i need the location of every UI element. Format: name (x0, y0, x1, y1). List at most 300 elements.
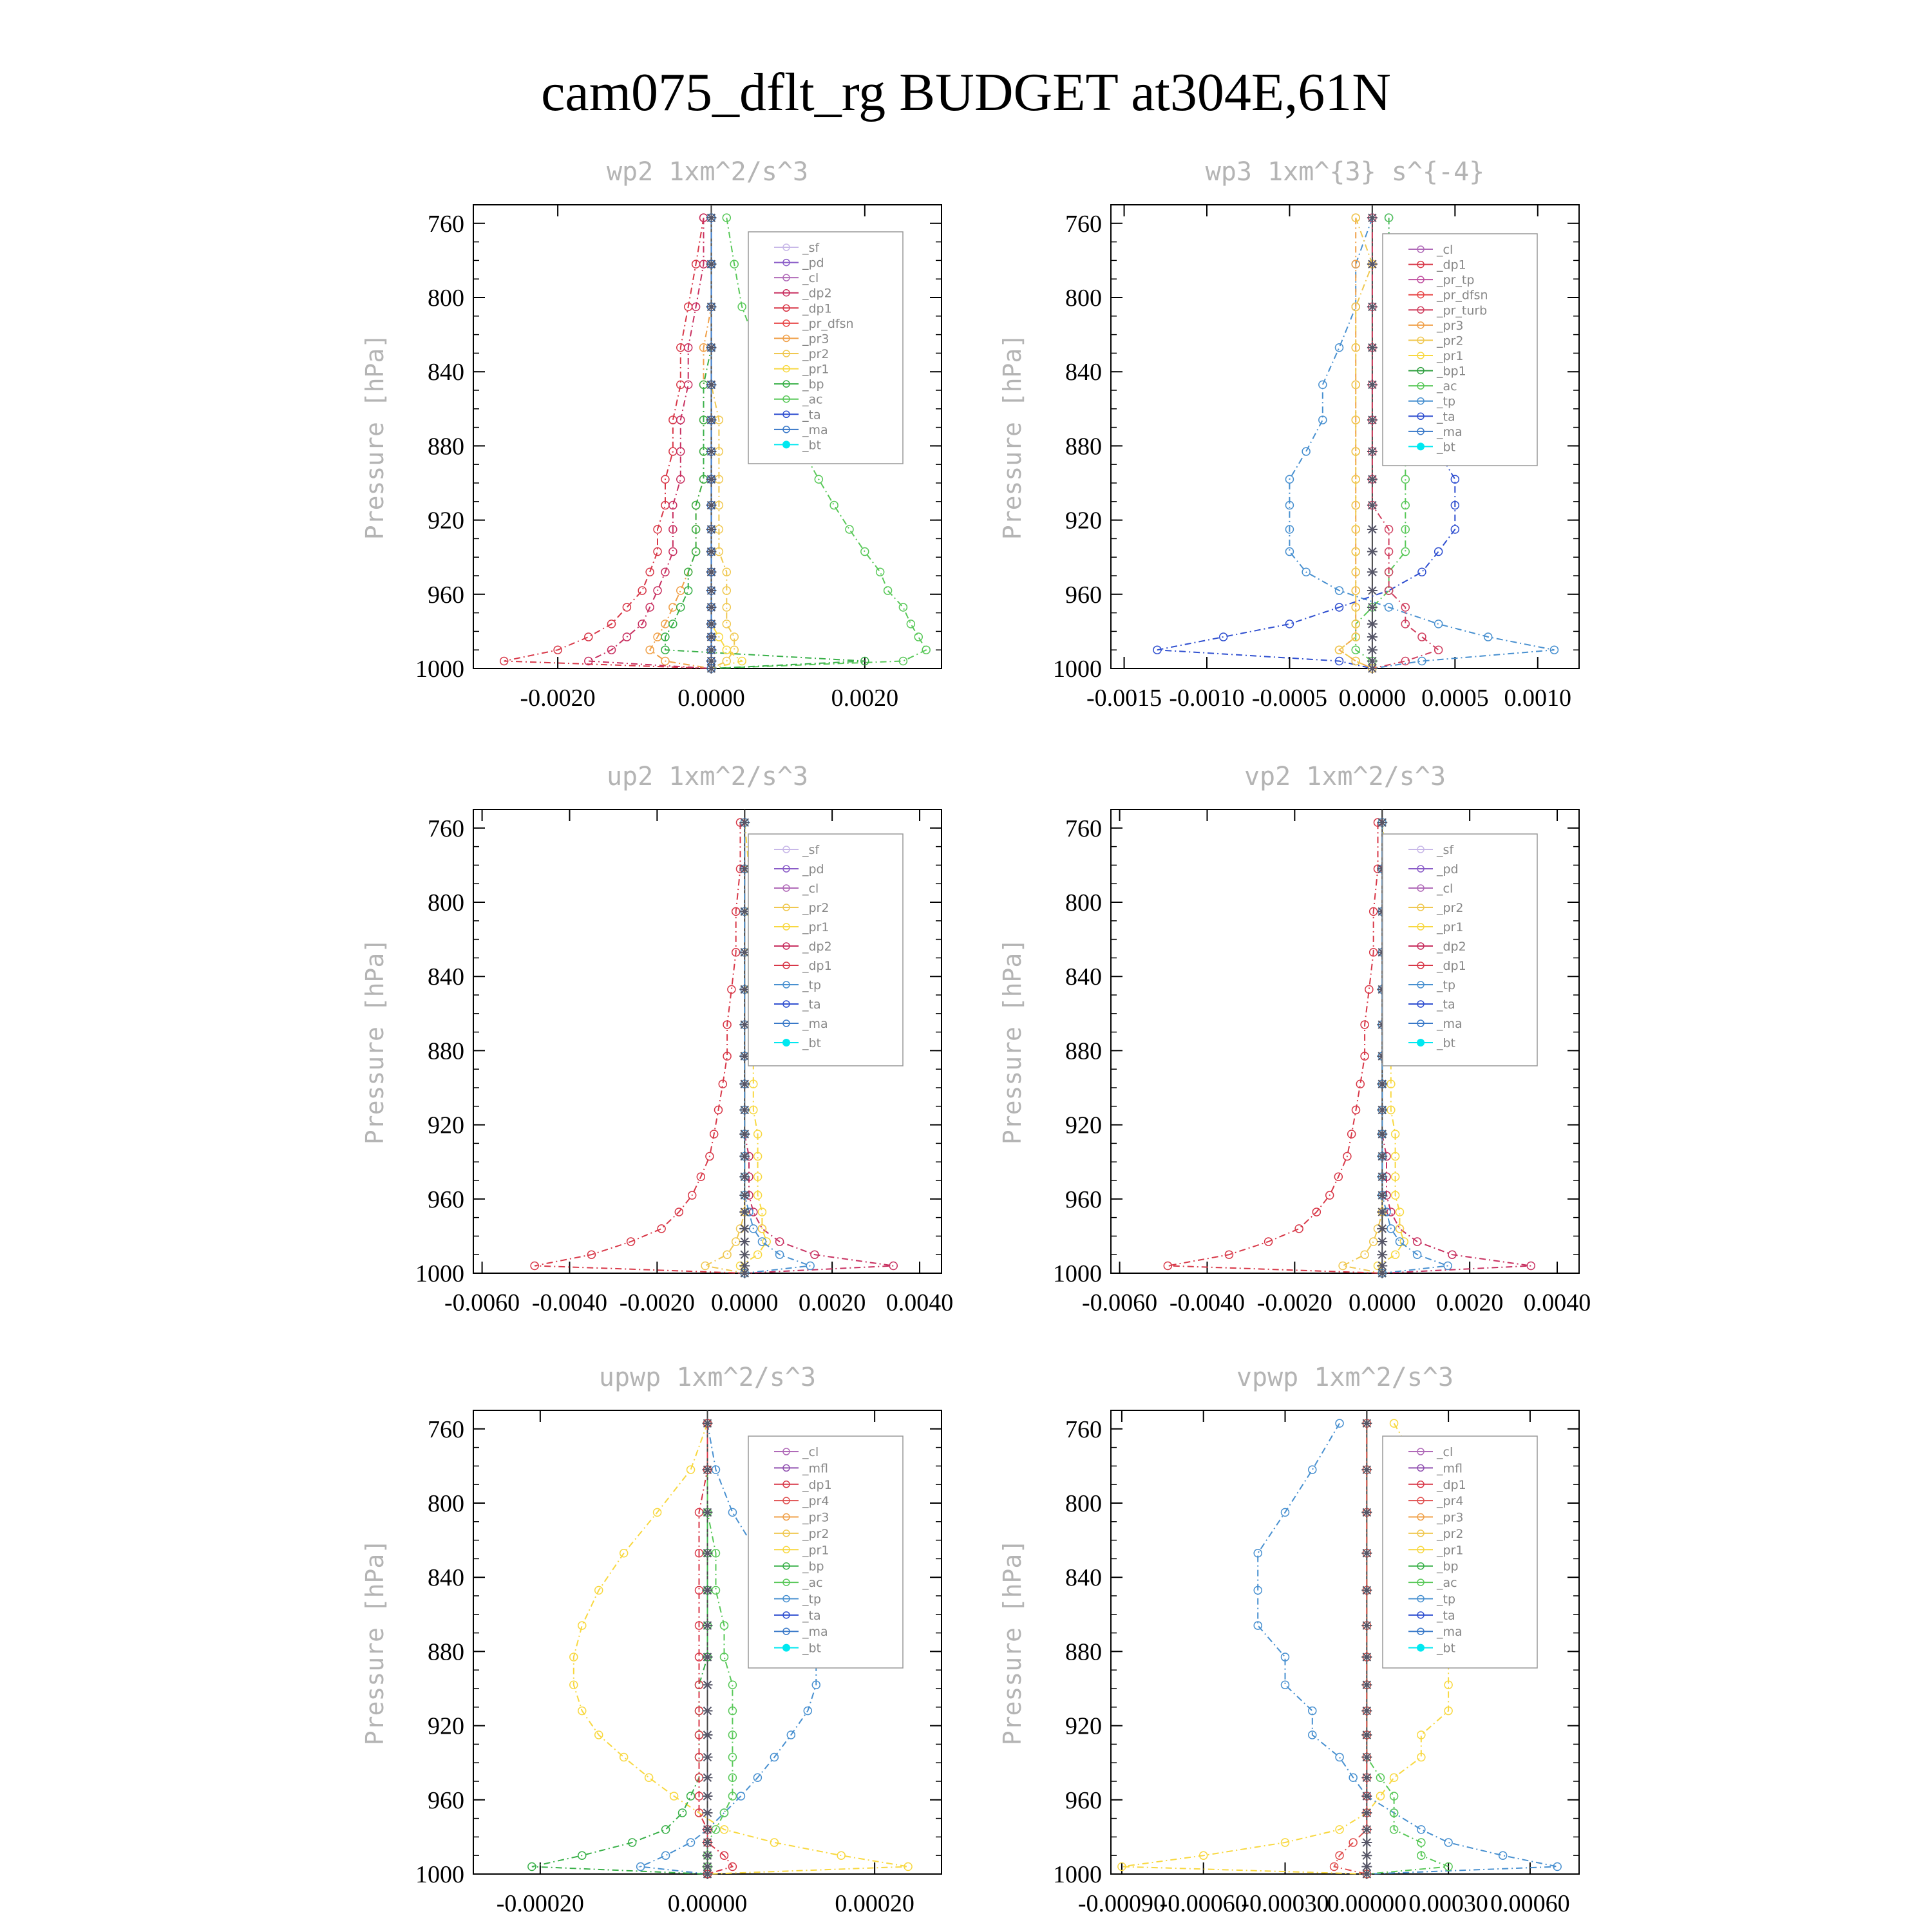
series-point_bp (687, 1792, 695, 1800)
legend-label: _pr1 (1437, 920, 1464, 934)
zero-marker (706, 585, 716, 596)
zero-marker (1361, 1418, 1372, 1428)
series-point_tp (1336, 1419, 1343, 1427)
series-point_pr2 (723, 1251, 731, 1258)
x-tick-label: 0.00060 (1490, 1890, 1570, 1917)
figure-title: cam075_dflt_rg BUDGET at304E,61N (541, 62, 1391, 122)
legend-label: _pr2 (1437, 334, 1464, 348)
series-point_dp1 (638, 587, 646, 594)
legend-label: _cl (1437, 882, 1454, 896)
y-tick-label: 800 (1065, 1490, 1102, 1517)
x-tick-label: 0.0000 (1338, 685, 1406, 712)
zero-marker (703, 1772, 713, 1783)
y-tick-label: 960 (428, 1786, 464, 1814)
zero-marker (1367, 259, 1378, 269)
y-tick-label: 920 (1065, 1712, 1102, 1740)
panel-title: up2 1xm^2/s^3 (606, 762, 809, 791)
zero-marker (739, 1129, 750, 1139)
legend-label: _bt (802, 438, 822, 453)
x-tick-label: 0.0020 (1435, 1289, 1504, 1316)
legend-label: _ac (1437, 379, 1457, 394)
legend-label: _pr4 (1437, 1494, 1464, 1509)
x-tick-label: -0.0060 (1082, 1289, 1158, 1316)
series-point_pr2 (1361, 1251, 1368, 1258)
series-point_pr_turb (1435, 646, 1443, 654)
zero-marker (706, 500, 716, 511)
zero-marker (1361, 1620, 1372, 1631)
series-point_ta (1435, 548, 1443, 556)
y-tick-label: 840 (1065, 963, 1102, 991)
series-point_pr4 (1349, 1839, 1357, 1846)
legend-marker (782, 1039, 790, 1046)
series-point_dp2 (677, 448, 685, 455)
legend-label: _ma (1437, 1017, 1463, 1031)
y-tick-label: 800 (428, 889, 464, 916)
series-point_tp (1302, 448, 1310, 455)
legend-marker (782, 1644, 790, 1652)
x-tick-label: -0.00030 (1241, 1890, 1329, 1917)
series-point_bp (677, 603, 685, 611)
series-point_pr1 (1396, 1208, 1403, 1216)
y-tick-label: 960 (1065, 581, 1102, 609)
series-point_pr1 (1390, 1419, 1398, 1427)
x-tick-label: 0.00000 (667, 1890, 748, 1917)
series-line_dp1 (535, 822, 744, 1273)
zero-marker (1367, 379, 1378, 390)
zero-marker (739, 1249, 750, 1260)
zero-marker (706, 619, 716, 629)
x-tick-label: 0.0000 (1349, 1289, 1416, 1316)
legend-marker (1417, 442, 1425, 450)
series-point_ac (728, 1754, 736, 1761)
legend-label: _ma (802, 1017, 828, 1031)
legend-label: _ma (802, 422, 828, 437)
series-point_pr1 (1392, 1251, 1399, 1258)
y-tick-label: 800 (1065, 285, 1102, 312)
legend-label: _dp2 (802, 940, 832, 954)
series-point_pr1 (645, 1774, 653, 1781)
y-axis-label: Pressure [hPa] (998, 1539, 1027, 1746)
x-tick-label: -0.0020 (520, 685, 596, 712)
zero-marker (739, 1190, 750, 1200)
zero-marker (703, 1652, 713, 1662)
zero-marker (1361, 1772, 1372, 1783)
y-tick-label: 840 (1065, 359, 1102, 386)
legend-label: _ta (1437, 998, 1455, 1012)
y-tick-label: 960 (1065, 1186, 1102, 1213)
series-line_pr4 (1334, 1423, 1367, 1874)
y-axis-label: Pressure [hPa] (998, 333, 1027, 540)
legend-label: _dp1 (1437, 1477, 1466, 1492)
legend-label: _dp1 (1437, 959, 1466, 973)
y-tick-label: 1000 (415, 1260, 464, 1287)
zero-marker (739, 1268, 750, 1278)
zero-marker (1361, 1585, 1372, 1595)
zero-marker (1367, 619, 1378, 629)
zero-marker (1367, 301, 1378, 312)
y-tick-label: 1000 (1053, 656, 1102, 683)
series-point_pr3 (669, 603, 677, 611)
zero-marker (1361, 1730, 1372, 1740)
zero-marker (1361, 1837, 1372, 1848)
x-tick-label: -0.0040 (531, 1289, 608, 1316)
series-point_ac (720, 1809, 728, 1817)
legend-label: _sf (802, 843, 820, 857)
series-point_pr1 (687, 1466, 695, 1473)
legend-label: _pr1 (802, 1543, 829, 1558)
series-point_ac (884, 587, 892, 594)
zero-marker (706, 415, 716, 425)
zero-marker (1367, 632, 1378, 642)
series-point_pr_turb (1418, 633, 1426, 641)
zero-marker (706, 379, 716, 390)
y-tick-label: 960 (428, 1186, 464, 1213)
legend-label: _dp2 (1437, 940, 1466, 954)
series-point_dp2 (669, 548, 677, 556)
x-tick-label: -0.0060 (444, 1289, 520, 1316)
x-tick-label: 0.0005 (1421, 685, 1489, 712)
legend-label: _tp (802, 978, 822, 992)
series-point_tp (1435, 620, 1443, 628)
zero-marker (1367, 585, 1378, 596)
y-tick-label: 760 (428, 815, 464, 842)
zero-marker (739, 1236, 750, 1247)
zero-marker (703, 1824, 713, 1835)
zero-marker (706, 632, 716, 642)
zero-marker (1367, 446, 1378, 457)
panel-1 (361, 157, 942, 712)
zero-marker (706, 602, 716, 612)
zero-marker (703, 1730, 713, 1740)
zero-marker (1361, 1869, 1372, 1879)
legend-marker (1417, 1644, 1425, 1652)
y-tick-label: 880 (428, 1037, 464, 1065)
series-line_dp1 (1168, 822, 1382, 1273)
legend-label: _bp (802, 377, 824, 392)
series-point_pr1 (758, 1208, 766, 1216)
zero-marker (706, 259, 716, 269)
series-point_pr1 (578, 1622, 586, 1629)
series-point_tp (1396, 1238, 1403, 1245)
legend-label: _pr2 (802, 1526, 829, 1541)
legend-label: _sf (1437, 843, 1454, 857)
legend-label: _pr1 (1437, 349, 1464, 363)
legend-label: _pr_turb (1437, 303, 1488, 318)
series-point_ac (876, 568, 884, 576)
zero-marker (703, 1837, 713, 1848)
y-tick-label: 760 (1065, 210, 1102, 238)
y-tick-label: 920 (428, 1112, 464, 1139)
series-point_pr2 (1370, 1238, 1378, 1245)
legend-label: _pr3 (1437, 1510, 1464, 1525)
panel-title: vp2 1xm^2/s^3 (1244, 762, 1446, 791)
series-point_dp2 (1387, 1208, 1395, 1216)
series-point_tp (1282, 1681, 1289, 1689)
legend-label: _dp1 (802, 301, 832, 316)
y-tick-label: 920 (428, 507, 464, 535)
zero-marker (1367, 645, 1378, 655)
legend-label: _tp (802, 1592, 822, 1607)
zero-marker (703, 1869, 713, 1879)
panel-title: wp2 1xm^2/s^3 (606, 157, 809, 187)
legend-marker (1417, 1039, 1425, 1046)
legend-label: _dp1 (1437, 258, 1466, 272)
zero-marker (703, 1507, 713, 1517)
x-tick-label: 0.0000 (711, 1289, 779, 1316)
series-point_pr1 (620, 1754, 628, 1761)
y-tick-label: 880 (1065, 1037, 1102, 1065)
x-tick-label: 0.0040 (886, 1289, 954, 1316)
zero-marker (739, 1151, 750, 1162)
legend-label: _pr2 (1437, 901, 1464, 915)
y-tick-label: 840 (1065, 1564, 1102, 1592)
zero-marker (1377, 1224, 1387, 1234)
y-axis-label: Pressure [hPa] (998, 938, 1027, 1145)
zero-marker (1377, 1249, 1387, 1260)
zero-marker (1361, 1507, 1372, 1517)
y-axis-label: Pressure [hPa] (361, 938, 389, 1145)
series-point_dp1 (646, 568, 654, 576)
series-line_pr2 (1343, 822, 1382, 1273)
series-point_dp1 (585, 633, 592, 641)
series-point_ac (907, 620, 914, 628)
legend-label: _bp (802, 1559, 824, 1574)
x-tick-label: 0.0020 (798, 1289, 866, 1316)
panel-4 (998, 762, 1591, 1316)
y-tick-label: 880 (428, 1638, 464, 1666)
y-tick-label: 760 (428, 210, 464, 238)
panel-3 (361, 762, 953, 1316)
series-point_ac (899, 603, 907, 611)
legend-label: _tp (1437, 978, 1456, 992)
y-tick-label: 920 (1065, 1112, 1102, 1139)
legend-label: _cl (802, 1445, 819, 1459)
x-tick-label: -0.0020 (619, 1289, 695, 1316)
series-point_tp (1285, 548, 1293, 556)
y-tick-label: 1000 (1053, 1260, 1102, 1287)
series-point_dp1 (1295, 1225, 1303, 1233)
x-tick-label: -0.0015 (1086, 685, 1162, 712)
y-tick-label: 760 (1065, 815, 1102, 842)
legend-label: _cl (802, 271, 819, 286)
zero-marker (703, 1808, 713, 1818)
series-line_ac (708, 1423, 733, 1874)
series-point_pr3 (677, 587, 685, 594)
legend-label: _pr2 (802, 901, 829, 915)
legend-label: _pr_dfsn (802, 316, 854, 331)
zero-marker (703, 1680, 713, 1690)
zero-marker (1367, 343, 1378, 353)
zero-marker (1377, 1105, 1387, 1115)
panel-6 (998, 1363, 1579, 1917)
legend-label: _ta (802, 1608, 821, 1623)
y-tick-label: 880 (428, 433, 464, 460)
series-point_pr2 (732, 1238, 740, 1245)
legend-label: _bp1 (1437, 364, 1466, 379)
series-point_pr2 (730, 646, 738, 654)
series-point_ac (846, 526, 853, 533)
legend-label: _pr1 (1437, 1543, 1464, 1558)
x-tick-label: -0.00060 (1159, 1890, 1247, 1917)
legend-label: _tp (1437, 1592, 1456, 1607)
x-tick-label: 0.00030 (1408, 1890, 1488, 1917)
legend-label: _cl (1437, 243, 1454, 257)
x-tick-label: -0.00090 (1077, 1890, 1166, 1917)
legend-label: _pr_tp (1437, 273, 1475, 288)
legend-label: _ac (802, 392, 823, 407)
zero-marker (739, 1079, 750, 1089)
legend-label: _pr2 (802, 347, 829, 361)
x-tick-label: -0.0020 (1256, 1289, 1332, 1316)
x-tick-label: 0.0020 (831, 685, 899, 712)
legend-label: _ma (802, 1625, 828, 1640)
legend-label: _bt (802, 1036, 822, 1050)
zero-marker (703, 1585, 713, 1595)
y-axis-label: Pressure [hPa] (361, 1539, 389, 1746)
y-axis-label: Pressure [hPa] (361, 333, 389, 540)
zero-marker (706, 446, 716, 457)
legend-label: _ta (1437, 1608, 1455, 1623)
zero-marker (706, 213, 716, 223)
zero-marker (1361, 1706, 1372, 1716)
legend-label: _pd (1437, 862, 1459, 876)
zero-marker (706, 474, 716, 484)
zero-marker (1361, 1752, 1372, 1763)
zero-marker (706, 301, 716, 312)
legend-marker (782, 440, 790, 448)
x-tick-label: -0.0040 (1169, 1289, 1245, 1316)
zero-marker (1361, 1464, 1372, 1475)
panel-title: vpwp 1xm^2/s^3 (1236, 1363, 1454, 1392)
series-point_tp (728, 1508, 736, 1516)
series-line_bp (532, 1423, 708, 1874)
zero-marker (703, 1464, 713, 1475)
y-tick-label: 800 (1065, 889, 1102, 916)
legend-label: _pd (802, 256, 824, 270)
zero-marker (706, 524, 716, 535)
series-point_ac (914, 633, 922, 641)
zero-marker (703, 1620, 713, 1631)
x-tick-label: -0.0005 (1251, 685, 1328, 712)
series-point_pr1 (1376, 1792, 1384, 1800)
zero-marker (1367, 474, 1378, 484)
panel-5 (361, 1363, 942, 1917)
legend-label: _pd (802, 862, 824, 876)
y-tick-label: 960 (428, 581, 464, 609)
zero-marker (706, 645, 716, 655)
legend-label: _pr3 (802, 332, 829, 346)
zero-marker (1377, 1207, 1387, 1217)
x-tick-label: 0.0000 (677, 685, 745, 712)
y-tick-label: 880 (1065, 1638, 1102, 1666)
zero-marker (739, 1224, 750, 1234)
zero-marker (1377, 1129, 1387, 1139)
y-tick-label: 800 (428, 1490, 464, 1517)
series-point_tp (1336, 344, 1343, 352)
x-tick-label: 0.00020 (835, 1890, 914, 1917)
zero-marker (1377, 817, 1387, 828)
x-tick-label: 0.0010 (1504, 685, 1572, 712)
zero-marker (703, 1418, 713, 1428)
legend-label: _bt (1437, 1036, 1456, 1050)
zero-marker (1367, 415, 1378, 425)
series-point_ac (1401, 548, 1409, 556)
legend-label: _bt (1437, 440, 1456, 455)
y-tick-label: 880 (1065, 433, 1102, 460)
legend-label: _tp (1437, 394, 1456, 409)
legend-label: _pr4 (802, 1494, 829, 1509)
series-point_pr1 (723, 646, 730, 654)
series-point_tp (1309, 1466, 1316, 1473)
zero-marker (706, 567, 716, 577)
panel-2 (998, 157, 1579, 712)
legend-label: _cl (1437, 1445, 1454, 1459)
x-tick-label: -0.00020 (496, 1890, 584, 1917)
panel-title: upwp 1xm^2/s^3 (598, 1363, 817, 1392)
legend-label: _pr1 (802, 920, 829, 934)
legend-label: _pr_dfsn (1437, 288, 1488, 303)
zero-marker (1367, 663, 1378, 674)
series-point_dp2 (1527, 1262, 1535, 1269)
zero-marker (1361, 1791, 1372, 1801)
zero-marker (1367, 602, 1378, 612)
legend-label: _bt (1437, 1641, 1456, 1656)
zero-marker (1367, 213, 1378, 223)
legend-label: _bp (1437, 1559, 1459, 1574)
legend-label: _sf (802, 241, 820, 255)
series-point_pr2 (723, 603, 730, 611)
x-tick-label: -0.0010 (1169, 685, 1245, 712)
x-tick-label: 0.0040 (1523, 1289, 1591, 1316)
legend-label: _dp1 (802, 959, 832, 973)
legend-label: _dp1 (802, 1477, 832, 1492)
y-tick-label: 800 (428, 285, 464, 312)
legend-label: _dp2 (802, 286, 832, 301)
zero-marker (703, 1706, 713, 1716)
zero-marker (1377, 1236, 1387, 1247)
legend-label: _pr2 (1437, 1526, 1464, 1541)
zero-marker (1377, 1268, 1387, 1278)
zero-marker (1367, 524, 1378, 535)
series-point_ac (830, 502, 838, 509)
y-tick-label: 1000 (1053, 1861, 1102, 1888)
legend-label: _ta (802, 408, 821, 422)
series-point_pr1 (1390, 1774, 1398, 1781)
zero-marker (1367, 567, 1378, 577)
series-point_ta (1418, 568, 1426, 576)
legend-label: _ma (1437, 1625, 1463, 1640)
zero-marker (1361, 1824, 1372, 1835)
y-tick-label: 840 (428, 963, 464, 991)
series-point_dp1 (623, 603, 630, 611)
zero-marker (739, 1171, 750, 1182)
zero-marker (1361, 1808, 1372, 1818)
series-point_pr1 (754, 1251, 762, 1258)
zero-marker (1367, 547, 1378, 557)
series-point_bp (679, 1809, 687, 1817)
series-point_tp (1444, 1839, 1452, 1846)
legend-label: _pr1 (802, 362, 829, 377)
series-line_dp2 (589, 218, 712, 668)
panel-title: wp3 1xm^{3} s^{-4} (1205, 157, 1485, 187)
series-point_pr2 (723, 620, 730, 628)
zero-marker (739, 817, 750, 828)
y-tick-label: 760 (428, 1416, 464, 1443)
legend-label: _ac (1437, 1576, 1457, 1591)
series-point_tp (1417, 1826, 1425, 1833)
legend-label: _bt (802, 1641, 822, 1656)
legend-label: _pr3 (802, 1510, 829, 1525)
